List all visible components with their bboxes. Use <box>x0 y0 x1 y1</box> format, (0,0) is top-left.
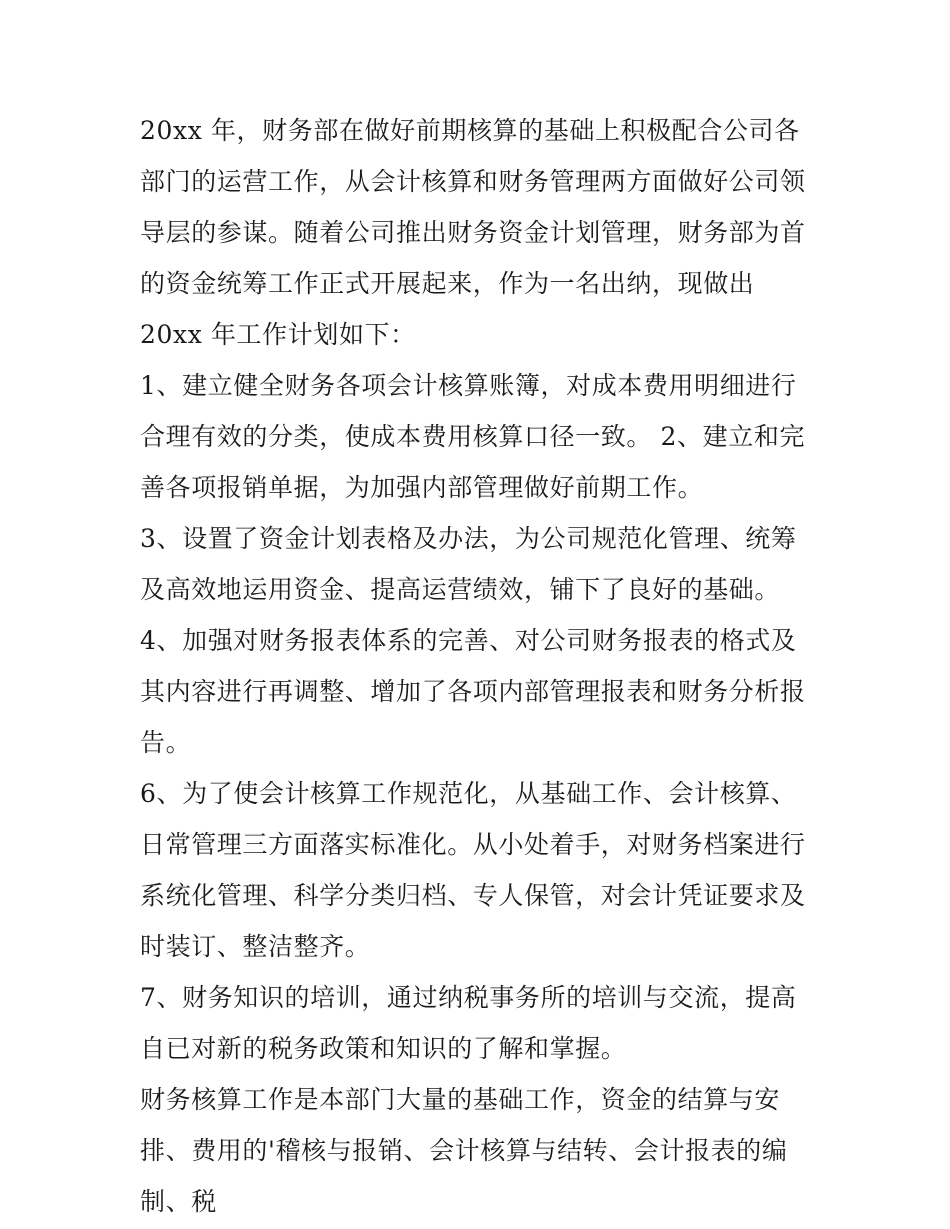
item-6-paragraph: 6、为了使会计核算工作规范化，从基础工作、会计核算、日常管理三方面落实标准化。从小处着手，对财务档案进行系统化管理、科学分类归档、专人保管，对会计凭证要求及时装订、整洁整齐。 <box>140 779 806 961</box>
item-7-paragraph: 7、财务知识的培训，通过纳税事务所的培训与交流，提高自已对新的税务政策和知识的了解和掌握。 <box>140 983 797 1063</box>
item-4-paragraph: 4、加强对财务报表体系的完善、对公司财务报表的格式及其内容进行再调整、增加了各项内部管理报表和财务分析报告。 <box>140 626 806 757</box>
intro-paragraph: 20xx 年，财务部在做好前期核算的基础上积极配合公司各部门的运营工作，从会计核算和财务管理两方面做好公司领导层的参谋。随着公司推出财务资金计划管理，财务部为首的资金统筹工作正式开展起来，作为一名出纳，现做出 20xx 年工作计划如下： <box>140 116 806 349</box>
closing-paragraph: 财务核算工作是本部门大量的基础工作，资金的结算与安排、费用的'稽核与报销、会计核算与结转、会计报表的编制、税 <box>140 1085 788 1216</box>
item-3-paragraph: 3、设置了资金计划表格及办法，为公司规范化管理、统筹及高效地运用资金、提高运营绩效，铺下了良好的基础。 <box>140 524 797 604</box>
item-1-2-paragraph: 1、建立健全财务各项会计核算账簿，对成本费用明细进行合理有效的分类，使成本费用核算口径一致。 2、建立和完善各项报销单据，为加强内部管理做好前期工作。 <box>140 371 806 502</box>
document-body <box>140 105 820 1227</box>
